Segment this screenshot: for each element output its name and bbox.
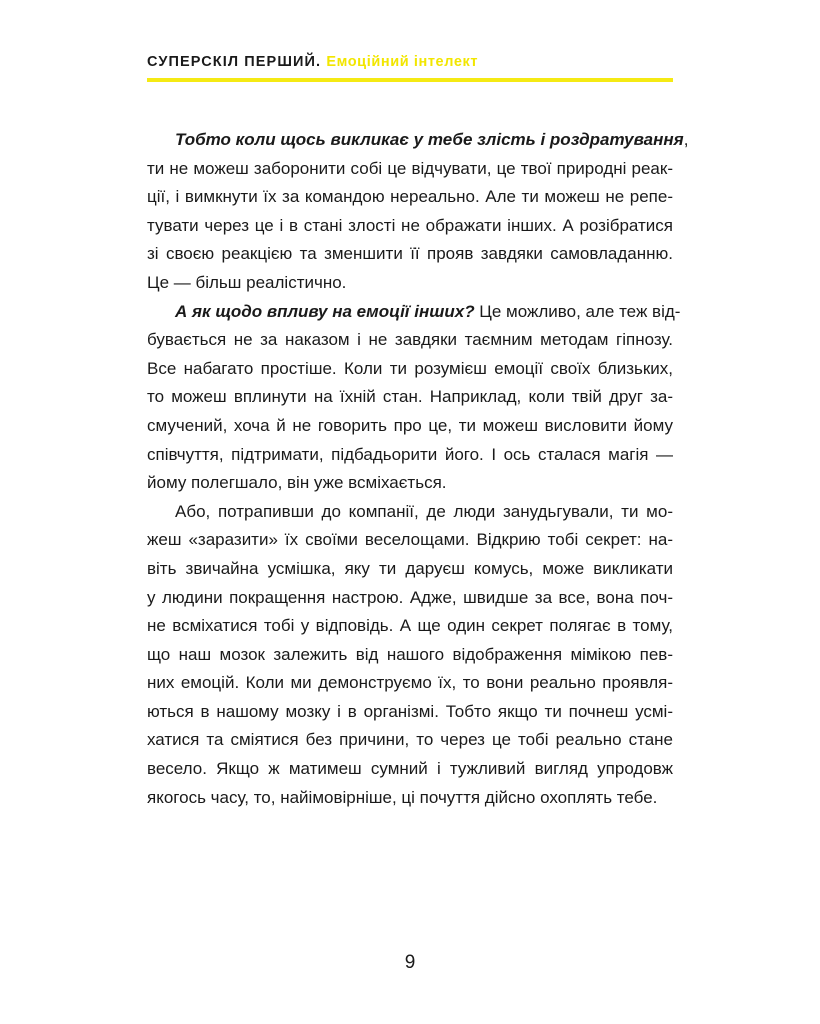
text-line: Або, потрапивши до компанії, де люди занудьгували, ти мо- [175,501,673,521]
text-line: якогось часу, то, найімовірніше, ці почуття дійсно охоплять тебе. [147,787,658,807]
text-line: співчуття, підтримати, підбадьорити його. І ось сталася магія — [147,444,673,464]
text-line: ції, і вимкнути їх за командою нереально. Але ти можеш не репе- [147,187,673,207]
paragraph [147,126,689,298]
text-line: жеш «заразити» їх своїми веселощами. Відкрию тобі секрет: на- [147,530,673,550]
paragraph [147,498,673,813]
text-line: смучений, хоча й не говорить про це, ти можеш висловити йому [147,415,673,435]
text-line: Це — більш реалістично. [147,272,347,292]
body-text [147,126,689,812]
emphasis-text: А як щодо впливу на емоції інших? [175,301,475,321]
text-line: Все набагато простіше. Коли ти розумієш емоції своїх близьких, [147,358,673,378]
text-line: А як щодо впливу на емоції інших? Це можливо, але теж від- [175,301,681,321]
running-header [147,54,673,76]
header-part-title: СУПЕРСКІЛ ПЕРШИЙ. [147,54,322,70]
text-line: весело. Якщо ж матимеш сумний і тужливий вигляд упродовж [147,759,673,779]
page-number: 9 [404,952,416,973]
text-line: Тобто коли щось викликає у тебе злість і роздратування, [175,130,689,149]
emphasis-text: Тобто коли щось викликає у тебе злість і роздратування [175,130,684,149]
text-line: них емоцій. Коли ми демонструємо їх, то вони реально проявля- [147,673,673,693]
header-rule [147,78,673,82]
text-line: йому полегшало, він уже всміхається. [147,473,447,493]
header-topic-title: Емоційний інтелект [326,54,479,70]
text-line: що наш мозок залежить від нашого відображення мімікою пев- [147,644,673,664]
text-line: у людини покращення настрою. Адже, швидше за все, вона поч- [147,587,673,607]
text-line: бувається не за наказом і не завдяки таємним методам гіпнозу. [147,330,673,350]
text-line: зі своєю реакцією та зменшити її прояв завдяки самовладанню. [147,244,673,264]
paragraph [147,298,681,498]
text-line: ти не можеш заборонити собі це відчувати, це твої природні реак- [147,158,673,178]
text-line: тувати через це і в стані злості не ображати інших. А розібратися [147,215,673,235]
text-line: не всміхатися тобі у відповідь. А ще один секрет полягає в тому, [147,616,673,636]
text-line: ються в нашому мозку і в організмі. Тобто якщо ти почнеш усмі- [147,701,673,721]
text-line: то можеш вплинути на їхній стан. Наприклад, коли твій друг за- [147,387,673,407]
text-line: віть звичайна усмішка, яку ти даруєш комусь, може викликати [147,558,673,578]
text-line: хатися та сміятися без причини, то через це тобі реально стане [147,730,673,750]
